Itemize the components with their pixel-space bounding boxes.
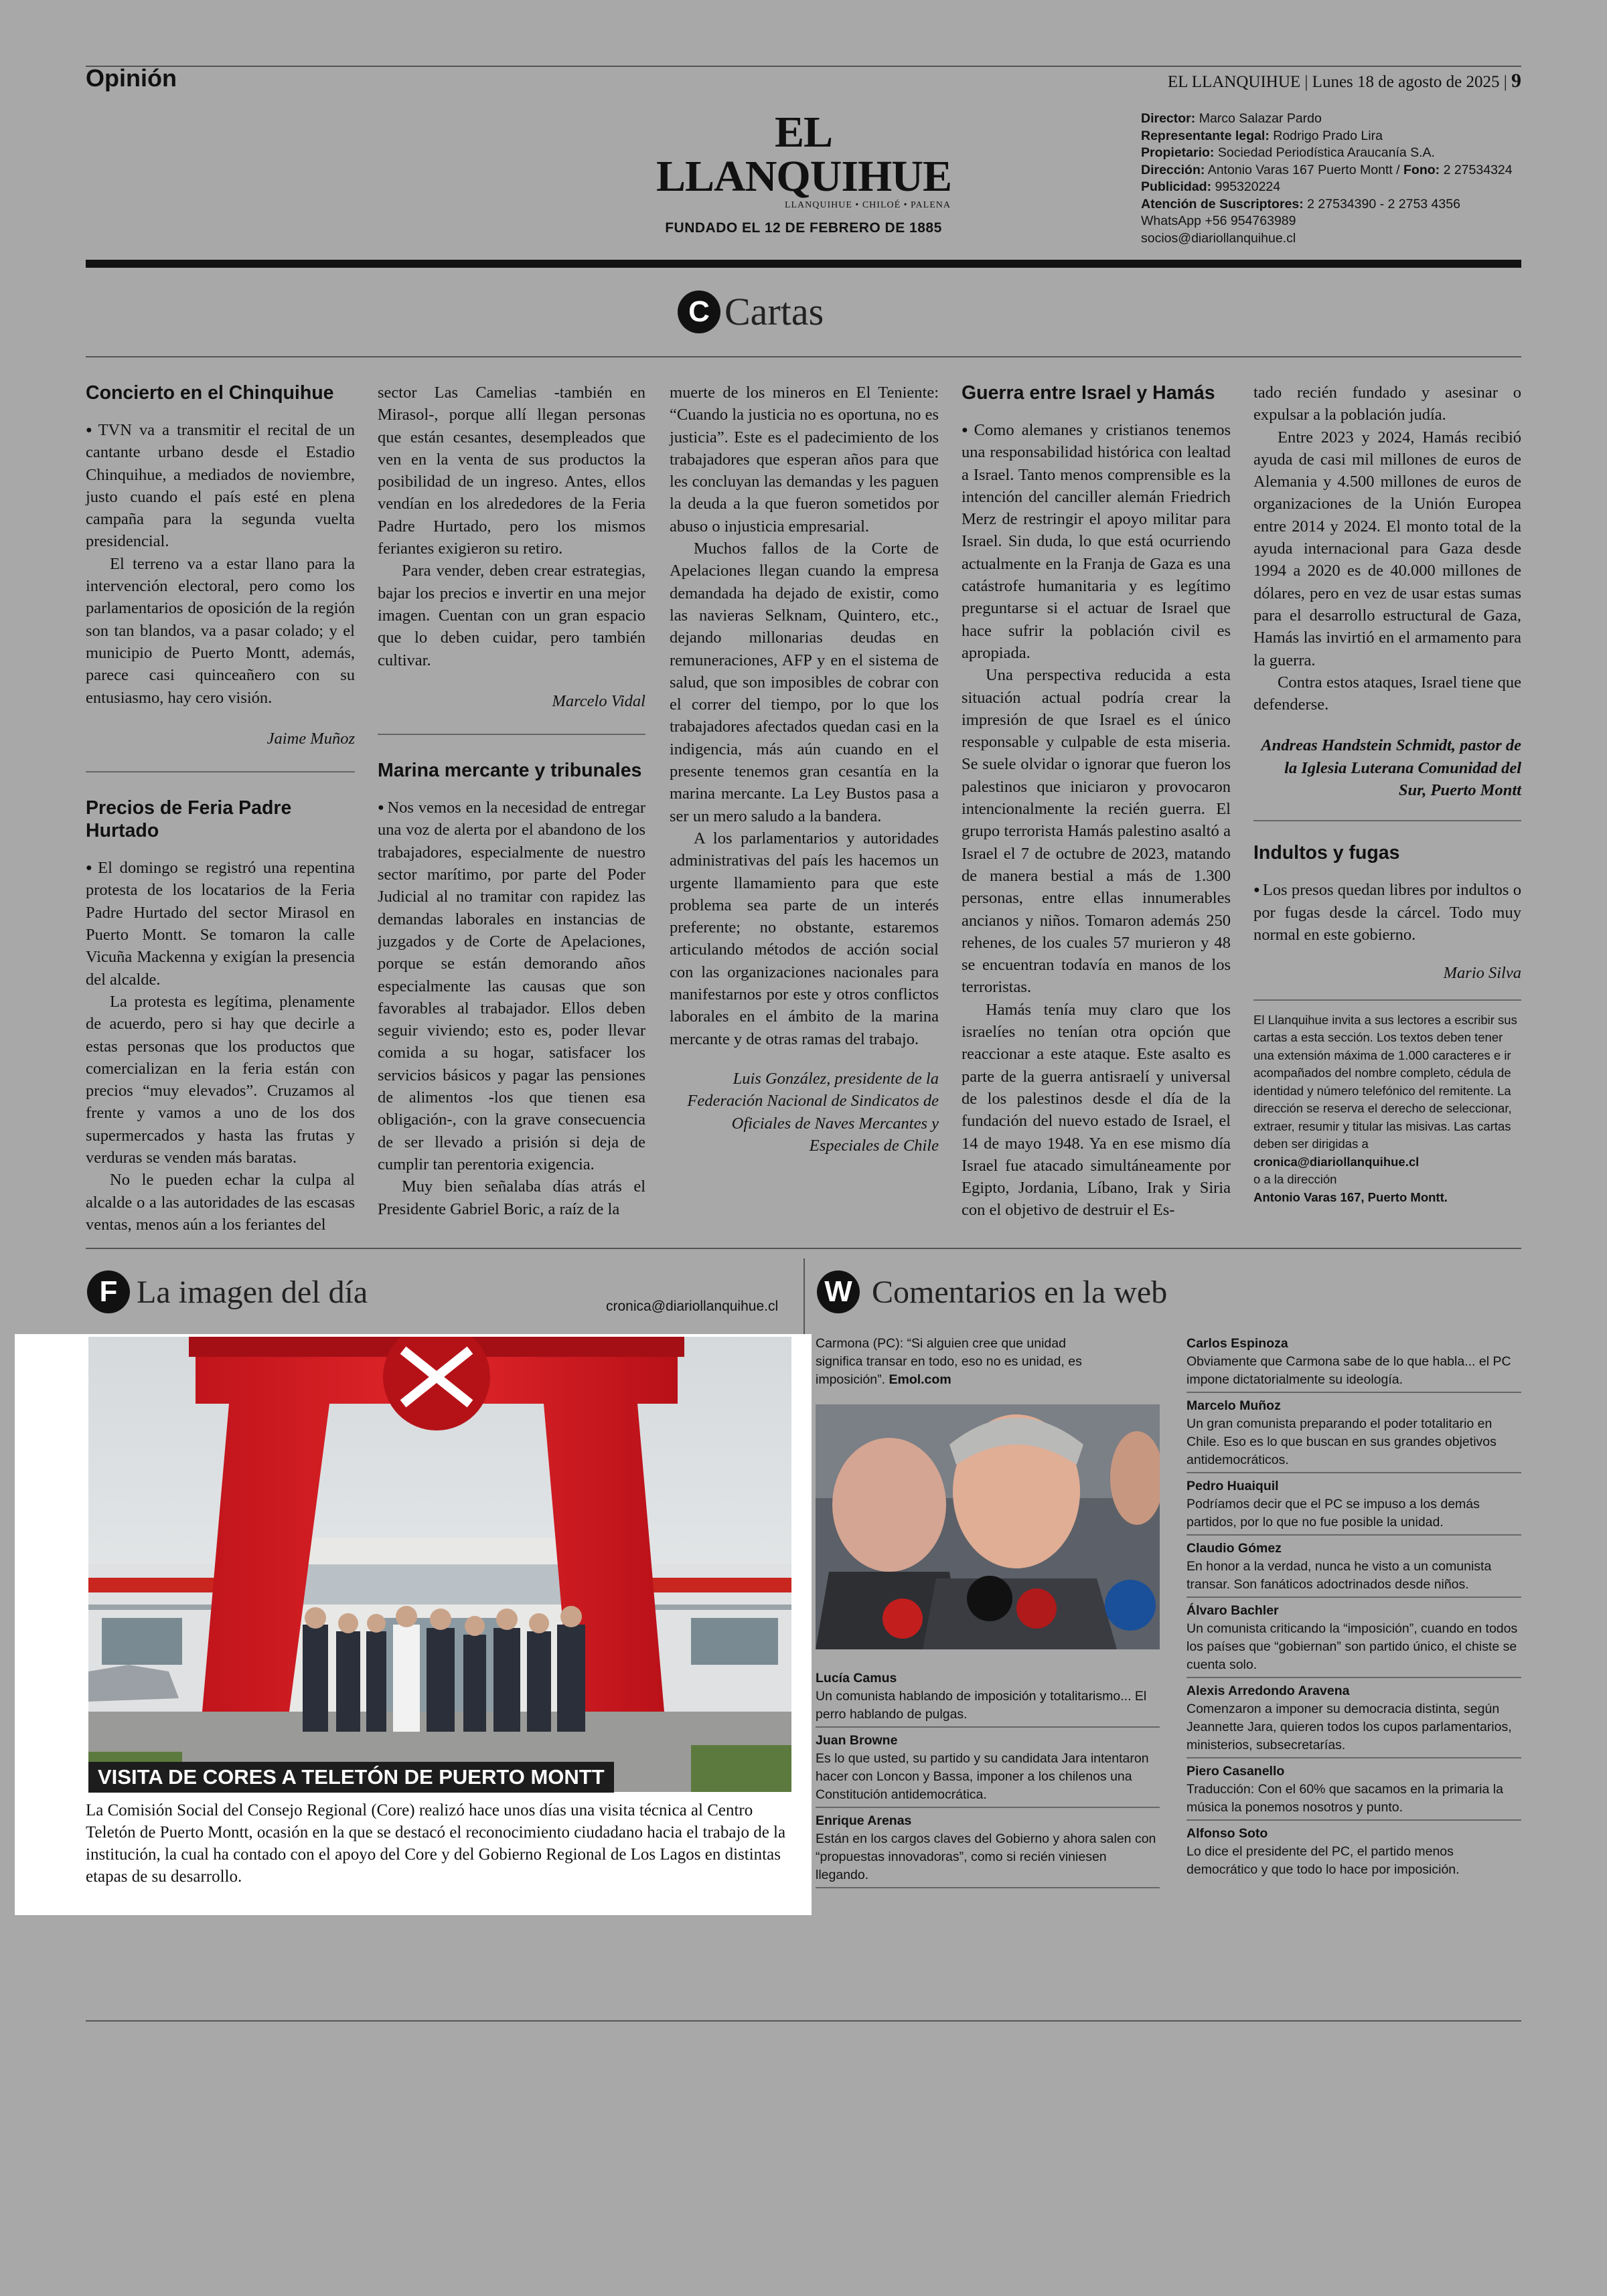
comment-item	[816, 1669, 1160, 1728]
letter-paragraph: Muy bien señalaba días atrás el Presidente Gabriel Boric, a raíz de la	[378, 1177, 645, 1218]
comment-item	[1187, 1540, 1521, 1598]
comment-text: Lo dice el presidente del PC, el partido menos democrático y que todo lo hace por imposición.	[1187, 1844, 1460, 1877]
staff-line: Dirección: Antonio Varas 167 Puerto Montt / Fono: 2 27534324	[1141, 162, 1513, 177]
letter-divider	[1253, 999, 1521, 1001]
web-comments-left	[816, 1669, 1160, 1892]
comment-author: Álvaro Bachler	[1187, 1603, 1279, 1618]
staff-line: Director: Marco Salazar Pardo	[1141, 111, 1322, 126]
letter-paragraph: Contra estos ataques, Israel tiene que defenderse.	[1253, 673, 1521, 714]
comment-item	[1187, 1602, 1521, 1678]
web-intro-quote: Carmona (PC): “Si alguien cree que unidad significa transar en todo, eso no es unidad, es imposición”.	[816, 1336, 1082, 1387]
comment-author: Alexis Arredondo Aravena	[1187, 1684, 1350, 1698]
masthead-subtitle: LLANQUIHUE • CHILOÉ • PALENA	[784, 200, 951, 210]
letter-divider	[1253, 820, 1521, 821]
web-header	[817, 1270, 1167, 1313]
letters-column-2	[378, 382, 645, 1220]
comment-author: Pedro Huaiquil	[1187, 1479, 1279, 1493]
letter-title: Marina mercante y tribunales	[378, 760, 642, 782]
comment-text: Traducción: Con el 60% que sacamos en la primaria la música la ponemos nosotros y punto.	[1187, 1782, 1503, 1815]
letters-column-3	[670, 382, 939, 1157]
letter-paragraph: ● Los presos quedan libres por indultos o por fugas desde la cárcel. Todo muy normal en este gobierno.	[1253, 879, 1521, 946]
letter-title: Indultos y fugas	[1253, 842, 1400, 864]
cartas-title: Cartas	[724, 290, 824, 333]
comment-text: Es lo que usted, su partido y su candidata Jara intentaron hacer con Loncon y Bassa, imponer a los chilenos una Constitución antidemocrática.	[816, 1751, 1149, 1802]
comment-text: Un comunista criticando la “imposición”, cuando en todos los países que “gobiernan” son partido único, el chiste se cuenta solo.	[1187, 1621, 1518, 1672]
imagen-badge-icon: F	[87, 1270, 130, 1313]
photo-caption-title: VISITA DE CORES A TELETÓN DE PUERTO MONTT	[88, 1762, 614, 1793]
submission-notice	[1253, 1011, 1521, 1207]
imagen-title: La imagen del día	[137, 1274, 368, 1310]
letter-paragraph: Hamás tenía muy claro que los israelíes no tenían otra opción que reaccionar a este ataque. Este asalto es parte de la guerra antisraelí y universal de los palestinos desde el día de la fundación del nuevo estado de Israel, el 14 de mayo 1948. Ya en ese mismo día Israel fue atacado simultáneamente por Egipto, Jordania, Líbano, Irak y Siria con el objetivo de destruir el Es-	[962, 1000, 1231, 1220]
letter-signature: Jaime Muñoz	[266, 729, 355, 748]
web-comments-right	[1187, 1335, 1521, 1886]
comment-item	[816, 1732, 1160, 1808]
letter-paragraph: La protesta es legítima, plenamente de acuerdo, pero si hay que decirle a estas personas que los productos que comercializan en la feria están con precios “muy elevados”. Cruzamos al frente y vamos a uno de los dos supermercados y hasta las frutas y verduras se venden más baratas.	[86, 992, 355, 1167]
letter-title: Precios de Feria Padre Hurtado	[86, 797, 292, 842]
imagen-email: cronica@diariollanquihue.cl	[606, 1299, 779, 1314]
cartas-header	[678, 289, 824, 334]
letter-paragraph: ● TVN va a transmitir el recital de un cantante urbano desde el Estadio Chinquihue, a mediados de noviembre, justo cuando el país esté en plena campaña para la segunda vuelta presidencial.	[86, 419, 355, 553]
letter-signature: Luis González, presidente de la Federación Nacional de Sindicatos de Oficiales de Naves Mercantes y Especiales de Chile	[687, 1069, 939, 1155]
comment-author: Enrique Arenas	[816, 1813, 912, 1828]
letter-divider	[378, 734, 645, 735]
notice-address: Antonio Varas 167, Puerto Montt.	[1253, 1190, 1448, 1204]
comment-author: Alfonso Soto	[1187, 1826, 1268, 1841]
comment-text: Obviamente que Carmona sabe de lo que habla... el PC impone dictatorialmente su ideología.	[1187, 1354, 1511, 1387]
staff-line: Atención de Suscriptores: 2 27534390 - 2 2753 4356	[1141, 196, 1460, 212]
comment-text: Están en los cargos claves del Gobierno y ahora salen con “propuestas innovadoras”, como si recién viniesen llegando.	[816, 1831, 1156, 1882]
comment-author: Marcelo Muñoz	[1187, 1398, 1281, 1413]
letter-paragraph: ● El domingo se registró una repentina protesta de los locatarios de la Feria Padre Hurtado del sector Mirasol en Puerto Montt. Se tomaron la calle Vicuña Mackenna y exigían la presencia del alcalde.	[86, 857, 355, 991]
paper-name-small: EL LLANQUIHUE	[1167, 73, 1301, 91]
founded-line: FUNDADO EL 12 DE FEBRERO DE 1885	[665, 220, 942, 236]
comment-item	[1187, 1762, 1521, 1821]
photo-caption-text: La Comisión Social del Consejo Regional (Core) realizó hace unos días una visita técnica al Centro Teletón de Puerto Montt, ocasión en la que se destacó el reconocimiento ciudadano hacia el trabajo de la institución, la cual ha contado con el apoyo del Core y del Gobierno Regional de Los Lagos en distintas etapas de su desarrollo.	[86, 1801, 786, 1886]
imagen-header	[87, 1270, 368, 1313]
notice-text: El Llanquihue invita a sus lectores a escribir sus cartas a esta sección. Los textos deben tener una extensión máxima de 1.000 caracteres e ir acompañados del nombre completo, cédula de identidad y número telefónico del remitente. La dirección se reserva el derecho de seleccionar, extraer, resumir y titular las misivas. Las cartas deben ser dirigidas a	[1253, 1012, 1517, 1151]
comment-author: Juan Browne	[816, 1733, 898, 1748]
photo-of-the-day	[88, 1337, 791, 1792]
letter-paragraph: sector Las Camelias -también en Mirasol-, porque allí llegan personas que están cesantes, desempleados que ven en la venta de sus productos la posibilidad de un ingreso. Antes, ellos vendían en los alrededores de la Feria Padre Hurtado, pero los mismos feriantes exigieron su retiro.	[378, 384, 645, 558]
letter-paragraph: Una perspectiva reducida a esta situación actual podría crear la impresión de que Israel es el único responsable y culpable de esta miseria. Se suele olvidar o ignorar que fueron los palestinos que iniciaron y provocaron intencionalmente la recién guerra. El grupo terrorista Hamás palestino asaltó a Israel el 7 de octubre de 2023, matando de manera bestial a más de 1.300 personas, entre ellas innumerables ancianos y niños. Tomaron además 250 rehenes, de los cuales 57 murieron y 48 se encuentran todavía en manos de los terroristas.	[962, 666, 1231, 997]
letter-paragraph: Muchos fallos de la Corte de Apelaciones llegan cuando la empresa demandada ha dejado de existir, como las navieras Selknam, Quintero, etc., dejando millonarias deudas en remuneraciones, AFP y en el sistema de salud, que son imposibles de cobrar con el correr del tiempo, por lo que los trabajadores afectados quedan casi en la indigencia, más aún cuando en el presente tenemos gran cesantía en la marina mercante. La Ley Bustos pasa a ser un mero saludo a la bandera.	[670, 540, 939, 825]
comment-item	[1187, 1397, 1521, 1473]
letter-paragraph: No le pueden echar la culpa al alcalde o a las autoridades de las escasas ventas, menos aún a los feriantes del	[86, 1171, 355, 1234]
web-photo	[816, 1404, 1160, 1649]
letter-paragraph: ● Como alemanes y cristianos tenemos una responsabilidad histórica con lealtad a Israel. Tanto menos comprensible es la intención del canciller alemán Friedrich Merz de restringir el apoyo militar para Israel. Sin duda, lo que está ocurriendo actualmente en la Franja de Gaza es una catástrofe humanitaria y es legítimo preguntarse si el actuar de Israel que hace sufrir la población civil es apropiada.	[962, 419, 1231, 664]
comment-author: Piero Casanello	[1187, 1764, 1285, 1779]
comment-item	[1187, 1825, 1521, 1882]
comment-text: Podríamos decir que el PC se impuso a los demás partidos, por lo que no fue posible la unidad.	[1187, 1497, 1480, 1530]
letter-paragraph: Entre 2023 y 2024, Hamás recibió ayuda de casi mil millones de euros de Alemania y 4.500 millones de euros de organizaciones de la Unión Europea entre 2014 y 2024. El monto total de la ayuda internacional para Gaza desde 1994 a 2020 es de 40.000 millones de dólares, pero en vez de usar estas sumas para el desarrollo estructural de Gaza, Hamás las invirtió en el armamento para la guerra.	[1253, 428, 1521, 669]
comment-author: Carlos Espinoza	[1187, 1336, 1288, 1351]
comment-text: Comenzaron a imponer su democracia distinta, según Jeannette Jara, quieren todos los cupos parlamentarios, ministerios, subsecretarías.	[1187, 1702, 1512, 1752]
staff-line: Propietario: Sociedad Periodística Araucanía S.A.	[1141, 145, 1435, 160]
masthead-title: EL LLANQUIHUE	[656, 108, 952, 201]
issue-date: Lunes 18 de agosto de 2025	[1312, 73, 1500, 91]
letter-paragraph: tado recién fundado y asesinar o expulsar a la población judía.	[1253, 384, 1521, 424]
comment-item	[1187, 1682, 1521, 1758]
page-number: 9	[1511, 70, 1521, 92]
cartas-badge-icon: C	[678, 291, 720, 333]
web-title: Comentarios en la web	[872, 1274, 1168, 1310]
letter-paragraph: El terreno va a estar llano para la intervención electoral, pero como los parlamentarios de oposición de la región son tan blandos, va a pasar colado; y el municipio de Puerto Montt, además, parece casi quinceañero con su entusiasmo, hay cero visión.	[86, 554, 355, 707]
letter-signature: Marcelo Vidal	[552, 691, 645, 710]
letters-column-5	[1253, 382, 1521, 1206]
web-badge-icon: W	[817, 1270, 860, 1313]
staff-box	[1141, 110, 1513, 247]
web-intro-source: Emol.com	[889, 1372, 951, 1387]
comment-author: Claudio Gómez	[1187, 1541, 1282, 1556]
comment-text: Un comunista hablando de imposición y totalitarismo... El perro hablando de pulgas.	[816, 1689, 1147, 1722]
letters-column-4	[962, 382, 1231, 1222]
masthead	[656, 110, 951, 236]
date-line: EL LLANQUIHUE | Lunes 18 de agosto de 2025 | 9	[1167, 70, 1521, 92]
letters-column-1	[86, 382, 355, 1236]
letter-title: Concierto en el Chinquihue	[86, 382, 334, 404]
letter-title: Guerra entre Israel y Hamás	[962, 382, 1215, 404]
notice-email: cronica@diariollanquihue.cl	[1253, 1154, 1420, 1169]
comment-item	[1187, 1335, 1521, 1393]
comment-item	[816, 1812, 1160, 1888]
web-intro	[816, 1335, 1097, 1389]
comment-text: En honor a la verdad, nunca he visto a un comunista transar. Son fanáticos adoctrinados desde niños.	[1187, 1559, 1492, 1592]
letter-paragraph: ● Nos vemos en la necesidad de entregar una voz de alerta por el abandono de los trabajadores, especialmente de nuestro sector marítimo, por parte del Poder Judicial al no tramitar con rapidez las demandas laborales en instancias de juzgados y de Corte de Apelaciones, porque se están demorando años especialmente las causas que son favorables al trabajador. Ellos deben seguir viviendo; esto es, poder llevar comida a su hogar, satisfacer los servicios básicos y pagar las pensiones de alimentos -los que tienen esa obligación-, con la grave consecuencia de ser llevado a prisión si deja de cumplir tan perentoria exigencia.	[378, 797, 645, 1175]
comment-text: Un gran comunista preparando el poder totalitario en Chile. Eso es lo que buscan en sus grandes objetivos antidemocráticos.	[1187, 1416, 1497, 1467]
staff-line: Publicidad: 995320224	[1141, 179, 1281, 194]
letter-paragraph: Para vender, deben crear estrategias, bajar los precios e invertir en una mejor imagen. Cuentan con un gran espacio que lo deben cuidar, pero también cultivar.	[378, 562, 645, 669]
letter-signature: Andreas Handstein Schmidt, pastor de la Iglesia Luterana Comunidad del Sur, Puerto Montt	[1261, 736, 1521, 800]
comment-item	[1187, 1477, 1521, 1536]
staff-line: socios@diariollanquihue.cl	[1141, 230, 1296, 246]
staff-line: WhatsApp +56 954763989	[1141, 214, 1296, 228]
letter-signature: Mario Silva	[1443, 964, 1521, 983]
comment-author: Lucía Camus	[816, 1671, 897, 1686]
section-label: Opinión	[86, 64, 177, 92]
letter-paragraph: A los parlamentarios y autoridades administrativas del país les hacemos un urgente llamamiento para que este problema sea parte de un interés preferente; no obstante, estaremos articulando métodos de acción social con las organizaciones nacionales para manifestarnos por este y otros conflictos laborales en el ámbito de la marina mercante y de otras ramas del trabajo.	[670, 829, 939, 1048]
letter-divider	[86, 771, 355, 772]
staff-line: Representante legal: Rodrigo Prado Lira	[1141, 128, 1383, 143]
notice-or: o a la dirección	[1253, 1172, 1337, 1187]
letter-paragraph: muerte de los mineros en El Teniente: “Cuando la justicia no es oportuna, no es justicia”. Este es el padecimiento de los trabajadores que esperan años para que les concluyan las demandas y les paguen la deuda a la que fueron sometidos por abuso o injusticia empresarial.	[670, 384, 939, 536]
